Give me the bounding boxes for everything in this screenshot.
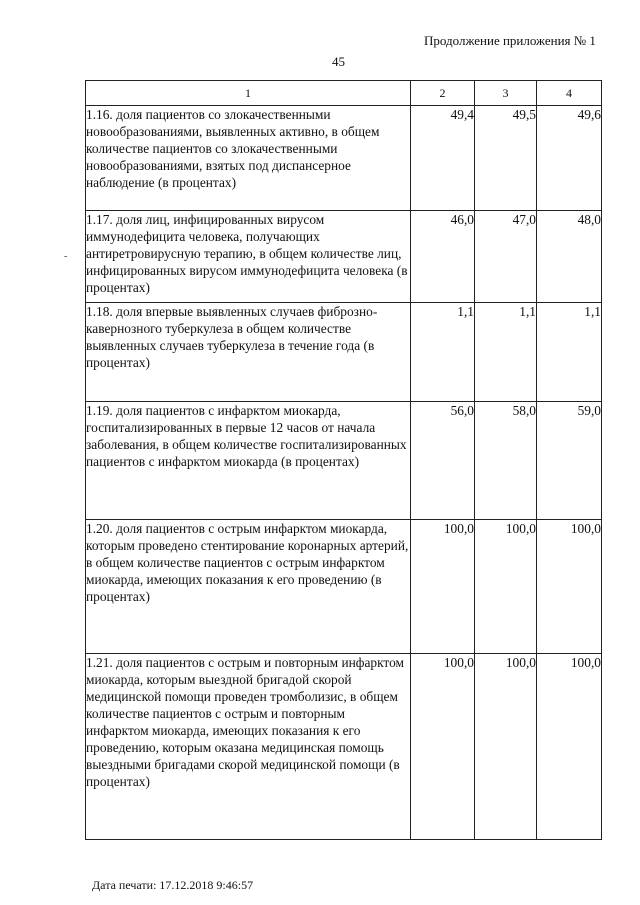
indicator-description: 1.18. доля впервые выявленных случаев фиброзно-кавернозного туберкулеза в общем количестве выявленных случаев туберкулеза в течение года (в процентах) [86,303,411,402]
indicator-value: 100,0 [537,654,602,840]
print-date: Дата печати: 17.12.2018 9:46:57 [92,878,254,892]
indicator-value: 1,1 [411,303,475,402]
indicator-value: 1,1 [537,303,602,402]
indicator-description: 1.21. доля пациентов с острым и повторным инфарктом миокарда, которым выездной бригадой скорой медицинской помощи проведен тромболизис, в общем количестве пациентов с острым и повторным инфарктом миокарда, имеющих показания к его проведению, которым оказана медицинская помощь выездными бригадами скорой медицинской помощи (в процентах) [86,654,411,840]
table-row [86,303,602,402]
indicators-table [85,80,602,840]
indicator-value: 100,0 [411,654,475,840]
indicator-value: 59,0 [537,402,602,520]
stray-mark: - [64,251,68,262]
indicator-value: 46,0 [411,211,475,303]
indicator-value: 49,6 [537,106,602,211]
table-row [86,520,602,654]
column-header: 1 [86,81,411,106]
indicator-value: 100,0 [475,520,537,654]
table-row [86,402,602,520]
indicator-description: 1.16. доля пациентов со злокачественными новообразованиями, выявленных активно, в общем количестве пациентов со злокачественными новообразованиями, взятых под диспансерное наблюдение (в процентах) [86,106,411,211]
table-row [86,106,602,211]
column-header: 4 [537,81,602,106]
indicator-value: 100,0 [475,654,537,840]
indicator-value: 100,0 [411,520,475,654]
indicator-description: 1.17. доля лиц, инфицированных вирусом иммунодефицита человека, получающих антиретровирусную терапию, в общем количестве лиц, инфицированных вирусом иммунодефицита человека (в процентах) [86,211,411,303]
column-header: 3 [475,81,537,106]
indicator-value: 56,0 [411,402,475,520]
indicator-value: 58,0 [475,402,537,520]
indicator-description: 1.19. доля пациентов с инфарктом миокарда, госпитализированных в первые 12 часов от начала заболевания, в общем количестве госпитализированных пациентов с инфарктом миокарда (в процентах) [86,402,411,520]
indicator-value: 1,1 [475,303,537,402]
continuation-label: Продолжение приложения № 1 [424,33,596,48]
indicator-description: 1.20. доля пациентов с острым инфарктом миокарда, которым проведено стентирование коронарных артерий, в общем количестве пациентов с острым инфарктом миокарда, имеющих показания к его проведению (в процентах) [86,520,411,654]
indicator-value: 47,0 [475,211,537,303]
indicator-value: 100,0 [537,520,602,654]
column-header: 2 [411,81,475,106]
indicator-value: 48,0 [537,211,602,303]
indicator-value: 49,5 [475,106,537,211]
table-row [86,211,602,303]
table-header-row [86,81,602,106]
page-number: 45 [332,54,345,69]
table-row [86,654,602,840]
indicator-value: 49,4 [411,106,475,211]
